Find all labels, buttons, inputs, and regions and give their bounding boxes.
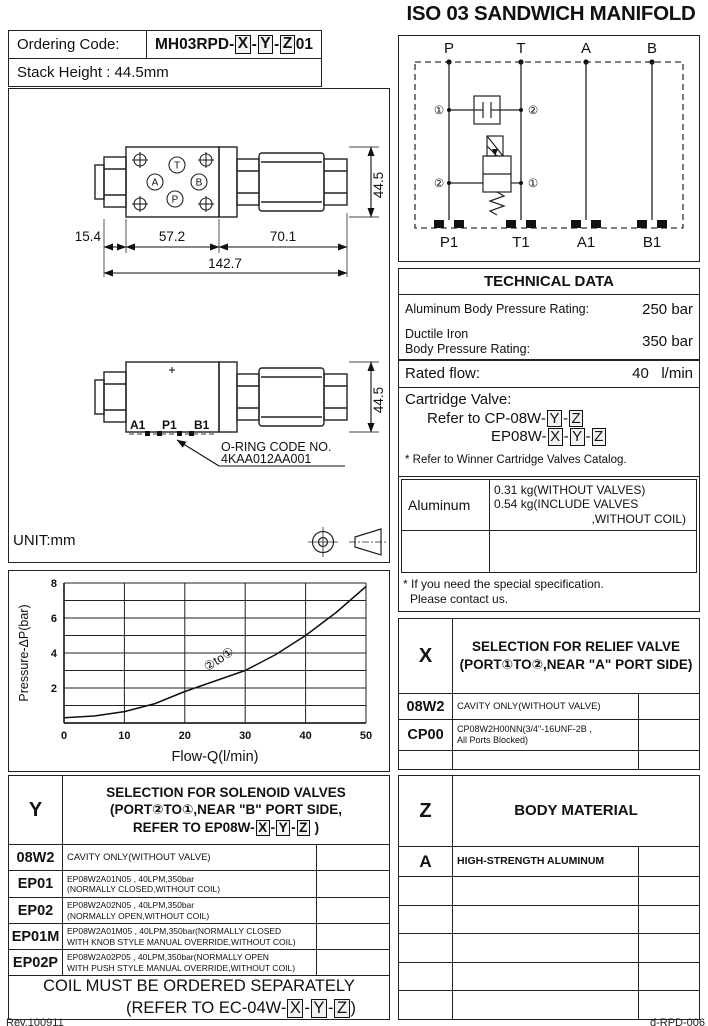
x-table-title: SELECTION FOR RELIEF VALVE (PORT①TO②,NEAR "A" PORT SIDE) [459,639,693,672]
y-selection-table [8,775,390,1020]
technical-data-title: TECHNICAL DATA [399,269,699,295]
port-label-p: P [171,194,179,206]
technical-data-box [398,268,700,612]
svg-text:30: 30 [239,730,252,742]
coil-order-note: COIL MUST BE ORDERED SEPARATELY (REFER TO EC-04W- X - Y - Z ) [9,975,389,1019]
table-row: EP01 EP08W2A01N05 , 40LPM,350bar (NORMALLY CLOSED,WITHOUT COIL) [9,870,389,897]
z-table-key: Z [399,776,453,846]
solenoid-valve-symbol [449,136,521,215]
svg-text:Flow-Q(l/min): Flow-Q(l/min) [171,749,259,765]
pressure-rating-aluminum-row: Aluminum Body Pressure Rating: 250 bar [405,301,693,319]
schematic-port-a: A [580,40,592,57]
oring-code-title: O-RING CODE NO. [221,440,332,454]
table-row-empty [399,962,699,991]
z-table-title: BODY MATERIAL [514,802,638,820]
table-row-empty [399,905,699,934]
rated-flow-row: Rated flow: 40 l/min [399,361,699,389]
schematic-port-b1: B1 [642,234,662,251]
dim-57-2: 57.2 [158,229,186,244]
table-row: CP00 CP08W2H00NN(3/4"-16UNF-2B , All Ports Blocked) [399,719,699,750]
table-row: EP02 EP08W2A02N05 , 40LPM,350bar (NORMALLY OPEN,WITHOUT COIL) [9,897,389,923]
dim-142-7: 142.7 [208,256,242,271]
table-row-empty [399,933,699,962]
z-selection-table [398,775,700,1020]
svg-text:0: 0 [60,730,68,742]
svg-text:②to①: ②to① [201,644,237,675]
port-label-t: T [173,160,181,172]
table-row-empty [399,990,699,1019]
table-row: 08W2 CAVITY ONLY(WITHOUT VALVE) [399,693,699,719]
svg-text:10: 10 [118,730,131,742]
cartridge-valve-note: Cartridge Valve: Refer to CP-08W- Y - Z EP08W- X - Y - Z * Refer to Winner Cartridge Valves Catalog. [399,388,699,477]
projection-symbol-icon [307,526,387,558]
unit-label: UNIT:mm [13,532,76,549]
dim-44-5-side: 44.5 [371,386,386,414]
revision-note: Rev.100911 [6,1017,64,1026]
ordering-code-label: Ordering Code: [9,31,147,58]
x-table-key: X [399,619,453,693]
schematic-port-p: P [443,40,455,57]
left-cap [104,157,126,207]
relief-port-2: ② [527,105,539,117]
weight-material: Aluminum [402,480,490,530]
table-row-empty [399,750,699,769]
solenoid-port-1: ① [527,178,539,190]
port-label-p1: P1 [162,418,177,432]
svg-text:2: 2 [50,683,57,695]
pressure-rating-ductile-row: Ductile Iron Body Pressure Rating: 350 bar [399,325,699,361]
svg-text:8: 8 [50,578,57,590]
svg-text:4: 4 [50,648,57,660]
bottom-port-symbols [434,220,667,228]
table-row: 08W2 CAVITY ONLY(WITHOUT VALVE) [9,844,389,870]
svg-text:50: 50 [359,730,373,742]
schematic-port-t: T [516,40,526,57]
schematic-port-t1: T1 [512,234,530,251]
svg-text:20: 20 [178,730,191,742]
valve-side-view-drawing [9,344,388,504]
end-stud [95,165,104,199]
interface-plate [219,147,237,217]
port-label-b1: B1 [194,418,210,432]
svg-text:6: 6 [50,613,57,625]
svg-text:Pressure-ΔP(bar): Pressure-ΔP(bar) [17,604,31,702]
page-title: ISO 03 SANDWICH MANIFOLD [406,2,696,25]
dim-44-5: 44.5 [371,171,386,199]
pressure-flow-chart-box [8,570,390,772]
schematic-port-p1: P1 [439,234,459,251]
end-nut [324,159,347,205]
schematic-port-a1: A1 [576,234,596,251]
coil-nut [237,159,259,205]
port-label-a: A [151,177,159,189]
relief-element [449,96,521,124]
weight-values: 0.31 kg(WITHOUT VALVES) 0.54 kg(INCLUDE VALVES ,WITHOUT COIL) [494,482,686,526]
oring-code-number: 4KAA012AA001 [221,452,312,466]
valve-top-view-drawing [9,129,388,325]
weight-table [401,479,697,573]
hydraulic-schematic [399,36,698,260]
port-label-b: B [195,177,203,189]
dim-15-4: 15.4 [74,229,101,244]
y-table-key: Y [9,776,63,844]
relief-port-1: ① [433,105,445,117]
dimension-drawing-box [8,88,390,563]
dim-70-1: 70.1 [269,229,297,244]
table-row: EP01M EP08W2A01M05 , 40LPM,350bar(NORMALLY CLOSED WITH KNOB STYLE MANUAL OVERRIDE,WITHOUT COIL) [9,923,389,949]
table-row: A HIGH-STRENGTH ALUMINUM [399,846,699,876]
spring-symbol [490,192,504,215]
stack-height-box [8,58,322,87]
document-code: d-RPD-006 [649,1017,705,1026]
svg-text:40: 40 [299,730,312,742]
stack-height-label: Stack Height : 44.5mm [17,64,169,81]
flow-chart-svg [14,575,384,769]
ordering-code-box [8,30,322,59]
schematic-port-b: B [646,40,658,57]
y-table-title: SELECTION FOR SOLENOID VALVES (PORT②TO①,NEAR "B" PORT SIDE, REFER TO EP08W- X - Y - Z ) [106,784,346,835]
port-label-a1: A1 [130,418,146,432]
solenoid-port-2: ② [433,178,445,190]
special-spec-note: * If you need the special specification. Please contact us. [403,576,604,606]
hydraulic-schematic-box [398,35,700,262]
ordering-code-value: MH03RPD- X - Y - Z 01 [155,35,313,53]
table-row: EP02P EP08W2A02P05 , 40LPM,350bar(NORMALLY OPEN WITH PUSH STYLE MANUAL OVERRIDE,WITHOUT COIL) [9,949,389,975]
table-row-empty [399,876,699,905]
x-selection-table [398,618,700,770]
